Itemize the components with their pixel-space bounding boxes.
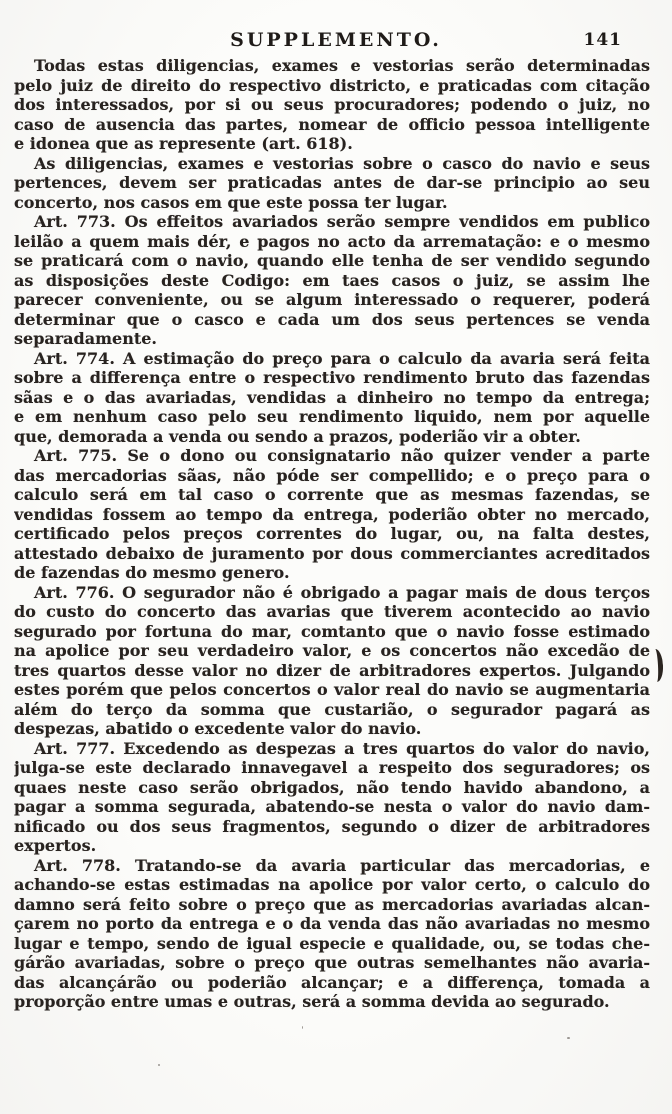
text-line: além do terço da somma que custarião, o segurador pagará as: [14, 699, 650, 719]
text-line: leilão a quem mais dér, e pagos no acto da arrematação: e o mesmo: [14, 231, 650, 251]
paragraph-4: [14, 349, 650, 447]
text-line: damno será feito sobre o preço que as mercadorias avariadas alcan-: [14, 894, 650, 914]
text-line: nificado ou dos seus fragmentos, segundo o dizer de arbitradores: [14, 816, 650, 836]
paragraph-3: [14, 212, 650, 349]
text-line: As diligencias, exames e vestorias sobre o casco do navio e seus: [34, 153, 650, 173]
text-line: do custo do concerto das avarias que tiverem acontecido ao navio: [14, 602, 650, 621]
text-line: separadamente.: [14, 329, 157, 348]
paragraph-5: [14, 446, 650, 583]
text-line: de fazendas do mesmo genero.: [14, 563, 290, 582]
text-line: quaes neste caso serão obrigados, não tendo havido abandono, a: [14, 777, 650, 797]
paragraph-7: [14, 739, 650, 856]
paragraph-6: [14, 583, 650, 739]
text-line: çarem no porto da entrega e o da venda das não avariadas no mesmo: [14, 914, 650, 933]
paragraph-8: [14, 856, 650, 1012]
paragraph-1: [14, 56, 650, 154]
text-line: despezas, abatido o excedente valor do navio.: [14, 719, 422, 738]
text-line: Art. 778. Tratando-se da avaria particular das mercadorias, e: [34, 855, 650, 875]
page-number: 141: [583, 30, 622, 50]
text-line: sobre a differença entre o respectivo rendimento bruto das fazendas: [14, 368, 650, 387]
running-title: SUPPLEMENTO.: [230, 29, 442, 51]
text-line: das mercadorias sãas, não póde ser compellido; e o preço para o: [14, 465, 650, 485]
scan-speckle: [302, 1026, 303, 1029]
page-body: [14, 56, 650, 1012]
text-line: pertences, devem ser praticadas antes de dar-se principio ao seu: [14, 173, 650, 192]
text-line: calculo será em tal caso o corrente que as mesmas fazendas, se: [14, 485, 650, 504]
page-header: [14, 29, 658, 51]
text-line: lugar e tempo, sendo de igual especie e qualidade, ou, se todas che-: [14, 933, 650, 953]
text-line: sãas e o das avariadas, vendidas a dinheiro no tempo da entrega;: [14, 387, 650, 407]
scan-speckle: [567, 1037, 570, 1039]
text-line: vendidas fossem ao tempo da entrega, poderião obter no mercado,: [14, 504, 650, 524]
text-line: segurado por fortuna do mar, comtanto que o navio fosse estimado: [14, 621, 650, 641]
text-line: se praticará com o navio, quando elle tenha de ser vendido segundo: [14, 251, 650, 270]
text-line: Todas estas diligencias, exames e vestorias serão determinadas: [34, 56, 650, 75]
text-line: que, demorada a venda ou sendo a prazos, poderião vir a obter.: [14, 426, 581, 446]
text-line: gárão avariadas, sobre o preço que outras semelhantes não avaria-: [14, 953, 650, 972]
text-line: proporção entre umas e outras, será a somma devida ao segurado.: [14, 992, 610, 1011]
text-line: pelo juiz de direito do respectivo districto, e praticadas com citação: [14, 75, 650, 95]
text-line: Art. 775. Se o dono ou consignatario não quizer vender a parte: [34, 446, 650, 465]
text-line: Art. 776. O segurador não é obrigado a pagar mais de dous terços: [34, 582, 650, 602]
text-line: determinar que o casco e cada um dos seus pertences se venda: [14, 309, 650, 329]
text-line: expertos.: [14, 836, 97, 855]
text-line: e idonea que as represente (art. 618).: [14, 134, 353, 153]
text-line: attestado debaixo de juramento por dous commerciantes acreditados: [14, 543, 650, 563]
text-line: as disposições deste Codigo: em taes casos o juiz, se assim lhe: [14, 270, 650, 290]
text-line: Art. 773. Os effeitos avariados serão sempre vendidos em publico: [34, 212, 650, 231]
text-line: caso de ausencia das partes, nomear de officio pessoa intelligente: [14, 114, 650, 134]
text-line: achando-se estas estimadas na apolice por valor certo, o calculo do: [14, 875, 650, 894]
paragraph-2: [14, 154, 650, 213]
text-line: e em nenhum caso pelo seu rendimento liquido, nem por aquelle: [14, 407, 650, 426]
text-line: na apolice por seu verdadeiro valor, e os concertos não excedão de: [14, 641, 650, 660]
text-line: parecer conveniente, ou se algum interessado o requerer, poderá: [14, 290, 650, 309]
text-line: das alcançárão ou poderião alcançar; e a differença, tomada a: [14, 972, 650, 992]
text-line: Art. 777. Excedendo as despezas a tres quartos do valor do navio,: [34, 738, 650, 758]
text-line: pagar a somma segurada, abatendo-se nesta o valor do navio dam-: [14, 797, 650, 816]
text-line: tres quartos desse valor no dizer de arbitradores expertos. Julgando: [14, 660, 650, 680]
scan-speckle: [158, 1064, 160, 1066]
ink-smudge-artifact: [648, 649, 664, 683]
text-line: dos interessados, por si ou seus procuradores; podendo o juiz, no: [14, 95, 650, 114]
text-line: estes porém que pelos concertos o valor real do navio se augmentaria: [14, 680, 650, 699]
text-line: Art. 774. A estimação do preço para o calculo da avaria será feita: [34, 348, 650, 368]
text-line: julga-se este declarado innavegavel a respeito dos seguradores; os: [14, 758, 650, 777]
text-line: certificado pelos preços correntes do lugar, ou, na falta destes,: [14, 524, 650, 543]
text-line: concerto, nos casos em que este possa ter lugar.: [14, 192, 448, 212]
